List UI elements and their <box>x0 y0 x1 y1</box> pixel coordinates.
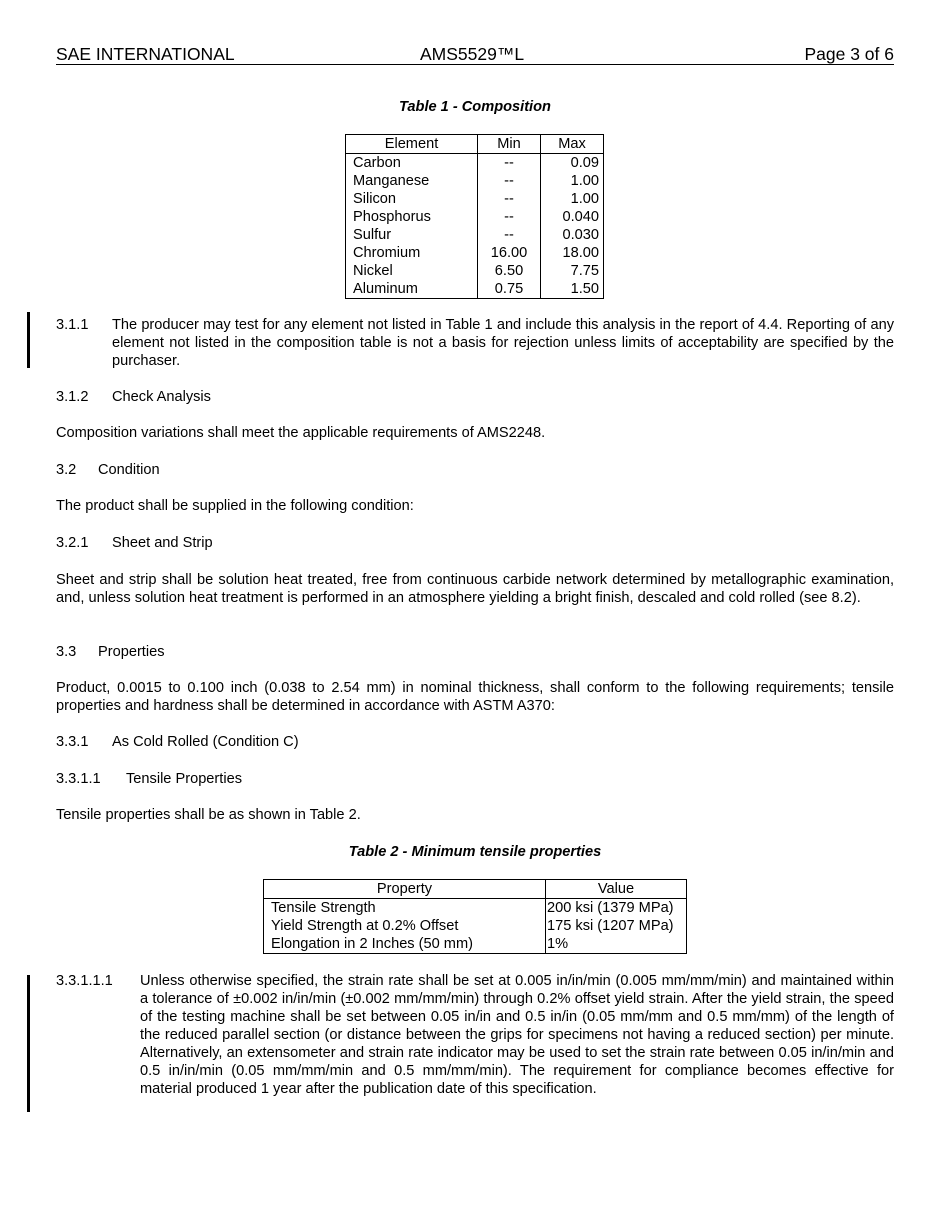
header-page-number: Page 3 of 6 <box>804 44 894 64</box>
element-cell: Manganese <box>346 172 478 190</box>
min-cell: -- <box>478 172 541 190</box>
table-row <box>346 208 604 226</box>
section-number: 3.2.1 <box>56 535 89 551</box>
section-number: 3.3 <box>56 644 77 660</box>
table1-caption: Table 1 - Composition <box>399 99 551 115</box>
section-title: Sheet and Strip <box>112 535 213 551</box>
max-cell: 18.00 <box>541 244 604 262</box>
min-cell: -- <box>478 154 541 173</box>
min-cell: -- <box>478 190 541 208</box>
header-org: SAE INTERNATIONAL <box>56 44 235 64</box>
value-cell: 200 ksi (1379 MPa) <box>546 899 687 918</box>
table-row <box>346 190 604 208</box>
section-3-1-1-text: The producer may test for any element not listed in Table 1 and include this analysis in the report of 4.4. Reporting of any element not listed in the composition table is not a basis for rejection unless limits of acceptability are specified by the purchaser. <box>112 317 894 369</box>
section-number: 3.3.1.1.1 <box>56 973 113 989</box>
property-cell: Yield Strength at 0.2% Offset <box>264 917 546 935</box>
max-cell: 1.50 <box>541 280 604 299</box>
change-bar <box>27 312 30 368</box>
section-title: Condition <box>98 462 160 478</box>
element-cell: Phosphorus <box>346 208 478 226</box>
min-cell: -- <box>478 226 541 244</box>
property-cell: Tensile Strength <box>264 899 546 918</box>
table-row <box>346 244 604 262</box>
min-cell: -- <box>478 208 541 226</box>
table-row <box>346 172 604 190</box>
max-cell: 7.75 <box>541 262 604 280</box>
section-number: 3.1.2 <box>56 389 89 405</box>
section-number: 3.2 <box>56 462 77 478</box>
max-cell: 0.09 <box>541 154 604 173</box>
tensile-properties-table <box>263 879 687 954</box>
page-header <box>56 44 894 65</box>
element-cell: Carbon <box>346 154 478 173</box>
table-row <box>346 280 604 299</box>
table-row <box>346 226 604 244</box>
table-header-row <box>346 135 604 154</box>
section-3-3-1-1-1-text: Unless otherwise specified, the strain rate shall be set at 0.005 in/in/min (0.005 mm/mm/min) and maintained within a tolerance of ±0.002 in/in/min (±0.002 mm/mm/min) through 0.2% offset yield strain. After the yield strain, the speed of the testing machine shall be set between 0.05 in/in and 0.5 in/in (0.05 mm/mm and 0.5 mm/mm) of the length of the reduced parallel section (or distance between the grips for specimens not having a reduced section) per minute. Alternatively, an extensometer and strain rate indicator may be used to set the strain rate between 0.05 in/in/min and 0.5 in/in/min (0.05 mm/mm/min and 0.5 mm/mm/min). The requirement for compliance becomes effective for material produced 1 year after the publication date of this specification. <box>140 973 894 1097</box>
paragraph: Product, 0.0015 to 0.100 inch (0.038 to 2.54 mm) in nominal thickness, shall conform to the following requirements; tensile properties and hardness shall be determined in accordance with ASTM A370: <box>56 680 894 714</box>
max-cell: 1.00 <box>541 190 604 208</box>
element-cell: Chromium <box>346 244 478 262</box>
value-cell: 175 ksi (1207 MPa) <box>546 917 687 935</box>
section-number: 3.1.1 <box>56 317 89 333</box>
table-row <box>264 917 687 935</box>
section-title: Check Analysis <box>112 389 211 405</box>
table-row <box>346 154 604 173</box>
table-header-row <box>264 880 687 899</box>
table-row <box>346 262 604 280</box>
max-cell: 1.00 <box>541 172 604 190</box>
table-row <box>264 899 687 918</box>
min-cell: 6.50 <box>478 262 541 280</box>
column-header: Element <box>346 135 478 154</box>
composition-table <box>345 134 604 299</box>
table-row <box>264 935 687 954</box>
paragraph: Tensile properties shall be as shown in Table 2. <box>56 807 361 823</box>
column-header: Max <box>541 135 604 154</box>
max-cell: 0.040 <box>541 208 604 226</box>
element-cell: Silicon <box>346 190 478 208</box>
min-cell: 0.75 <box>478 280 541 299</box>
change-bar <box>27 975 30 1112</box>
table2-caption: Table 2 - Minimum tensile properties <box>348 844 602 860</box>
section-number: 3.3.1.1 <box>56 771 101 787</box>
max-cell: 0.030 <box>541 226 604 244</box>
value-cell: 1% <box>546 935 687 954</box>
section-title: Tensile Properties <box>126 771 242 787</box>
header-doc-number: AMS5529™L <box>420 44 525 64</box>
min-cell: 16.00 <box>478 244 541 262</box>
column-header: Min <box>478 135 541 154</box>
paragraph: Sheet and strip shall be solution heat treated, free from continuous carbide network determined by metallographic examination, and, unless solution heat treatment is performed in an atmosphere yielding a bright finish, descaled and cold rolled (see 8.2). <box>56 572 894 606</box>
column-header: Property <box>264 880 546 899</box>
section-title: As Cold Rolled (Condition C) <box>112 734 299 750</box>
paragraph: The product shall be supplied in the following condition: <box>56 498 414 514</box>
element-cell: Aluminum <box>346 280 478 299</box>
section-number: 3.3.1 <box>56 734 89 750</box>
element-cell: Nickel <box>346 262 478 280</box>
column-header: Value <box>546 880 687 899</box>
element-cell: Sulfur <box>346 226 478 244</box>
property-cell: Elongation in 2 Inches (50 mm) <box>264 935 546 954</box>
section-title: Properties <box>98 644 165 660</box>
paragraph: Composition variations shall meet the applicable requirements of AMS2248. <box>56 425 546 441</box>
